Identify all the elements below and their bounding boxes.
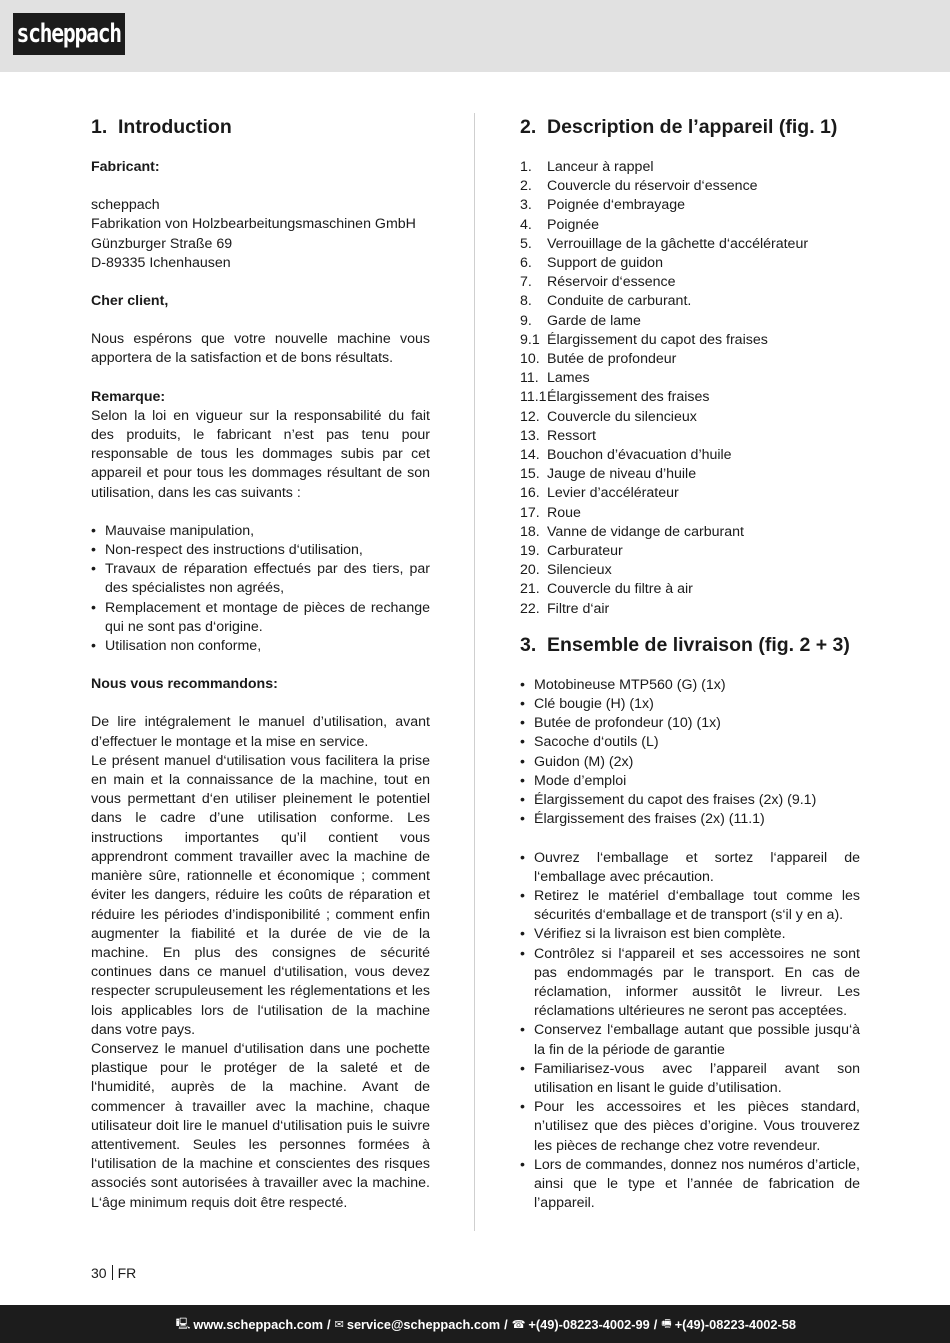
address-line: D-89335 Ichenhausen bbox=[91, 254, 231, 271]
computer-icon: 🖳 bbox=[175, 1317, 191, 1330]
list-item: • Mauvaise manipulation, bbox=[91, 522, 430, 541]
list-item: 6. Support de guidon bbox=[520, 255, 663, 272]
list-item: • Retirez le matériel d‘emballage tout comme les sécurités d‘emballage et de transport (s‘il y en a). bbox=[520, 887, 860, 925]
hope-paragraph: Nous espérons que votre nouvelle machine vous apportera de la satisfaction et de bons résultats. bbox=[91, 331, 430, 367]
address-line: Günzburger Straße 69 bbox=[91, 235, 233, 252]
page-separator bbox=[112, 1265, 113, 1280]
phone-icon: ☎ bbox=[511, 1318, 526, 1331]
recommend-paragraph: Le présent manuel d‘utilisation vous facilitera la prise en main et la connaissance de la machine, tout en vous permettant d‘en utiliser pleinement le potentiel dans le cadre d’une utilisation conforme. Les instructions importantes qu’il contient vous apprendront comment travailler avec la machine de manière sûre, rationnelle et économique ; comment éviter les dangers, réduire les coûts de réparation et réduire les périodes d’indisponibilité ; comment enfin augmenter la fiabilité et la durée de vie de la machine. En plus des consignes de sécurité continues dans ce manuel d‘utilisation, vous devez respecter scrupuleusement les réglementations et les lois applicables lors de l‘utilisation de la machine dans votre pays. bbox=[91, 752, 430, 1038]
list-item: 3. Poignée d‘embrayage bbox=[520, 197, 686, 214]
manufacturer-address bbox=[91, 196, 430, 273]
list-item: 21. Couvercle du filtre à air bbox=[520, 581, 693, 598]
list-item: • Conservez l‘emballage autant que possible jusqu‘à la fin de la période de garantie bbox=[520, 1021, 860, 1059]
list-item: 20. Silencieux bbox=[520, 562, 612, 579]
list-item: • Mode d’emploi bbox=[520, 772, 860, 791]
column-divider bbox=[474, 113, 475, 1231]
list-item: • Utilisation non conforme, bbox=[91, 637, 430, 656]
fabricant-label: Fabricant: bbox=[91, 159, 160, 175]
header-bar bbox=[0, 0, 950, 72]
list-item: 9. Garde de lame bbox=[520, 312, 641, 329]
remark-paragraph: Selon la loi en vigueur sur la responsabilité du fait des produits, le fabricant n’est pas tenu pour responsable de tous les dommages subis par cet appareil et pour tous les dommages résultant de son utilisation, dans les cas suivants : bbox=[91, 407, 430, 501]
list-item: • Sacoche d‘outils (L) bbox=[520, 733, 860, 752]
list-item: • Butée de profondeur (10) (1x) bbox=[520, 714, 860, 733]
delivery-items-list bbox=[520, 676, 860, 830]
list-item: • Lors de commandes, donnez nos numéros d’article, ainsi que le type et l’année de fabrication de l’appareil. bbox=[520, 1156, 860, 1214]
list-item: • Remplacement et montage de pièces de rechange qui ne sont pas d‘origine. bbox=[91, 599, 430, 637]
list-item: 15. Jauge de niveau d’huile bbox=[520, 466, 697, 483]
mail-icon: ✉ bbox=[334, 1318, 344, 1331]
website-link[interactable]: www.scheppach.com bbox=[193, 1316, 324, 1332]
list-item: • Vérifiez si la livraison est bien complète. bbox=[520, 925, 860, 944]
list-item: 1. Lanceur à rappel bbox=[520, 159, 654, 175]
greeting: Cher client, bbox=[91, 293, 169, 310]
list-item: • Motobineuse MTP560 (G) (1x) bbox=[520, 676, 860, 695]
list-item: • Travaux de réparation effectués par des tiers, par des spécialistes non agréés, bbox=[91, 560, 430, 598]
list-item: • Familiarisez-vous avec l’appareil avant son utilisation en lisant le guide d’utilisation. bbox=[520, 1060, 860, 1098]
list-item: • Élargissement du capot des fraises (2x) (9.1) bbox=[520, 791, 860, 810]
list-item: • Pour les accessoires et les pièces standard, n’utilisez que des pièces d’origine. Vous trouverez les pièces de rechange chez votre revendeur. bbox=[520, 1098, 860, 1156]
list-item: • Non-respect des instructions d‘utilisation, bbox=[91, 541, 430, 560]
liability-cases-list bbox=[91, 522, 430, 656]
list-item: 5. Verrouillage de la gâchette d‘accélérateur bbox=[520, 235, 809, 252]
list-item: 16. Levier d’accélérateur bbox=[520, 485, 679, 502]
list-item: 7. Réservoir d‘essence bbox=[520, 274, 676, 291]
list-item: 10. Butée de profondeur bbox=[520, 351, 677, 368]
list-item: • Ouvrez l‘emballage et sortez l‘appareil de l‘emballage avec précaution. bbox=[520, 849, 860, 887]
email-link[interactable]: service@scheppach.com bbox=[346, 1316, 501, 1332]
list-item: 4. Poignée bbox=[520, 216, 600, 233]
list-item: • Clé bougie (H) (1x) bbox=[520, 695, 860, 714]
list-item: 2. Couvercle du réservoir d‘essence bbox=[520, 178, 758, 195]
right-column bbox=[520, 114, 860, 1213]
list-item: • Contrôlez si l‘appareil et ses accessoires ne sont pas endommagés par le transport. En cas de réclamation, informer aussitôt le livreur. Les réclamations ultérieures ne seront pas acceptées. bbox=[520, 945, 860, 1022]
list-item: 18. Vanne de vidange de carburant bbox=[520, 523, 744, 540]
list-item: 19. Carburateur bbox=[520, 543, 623, 560]
page-number: 30 FR bbox=[91, 1265, 137, 1281]
recommend-paragraph: De lire intégralement le manuel d’utilisation, avant d’effectuer le montage et la mise en service. bbox=[91, 714, 430, 750]
list-item: 12. Couvercle du silencieux bbox=[520, 408, 697, 425]
fax-icon: 🖷 bbox=[661, 1317, 672, 1330]
list-item: 13. Ressort bbox=[520, 427, 596, 444]
remark-label: Remarque: bbox=[91, 388, 166, 405]
fax-number: +(49)-08223-4002-58 bbox=[674, 1316, 796, 1332]
list-item: 9.1 Élargissement du capot des fraises bbox=[520, 331, 768, 348]
unpacking-steps-list bbox=[520, 849, 860, 1214]
list-item: 17. Roue bbox=[520, 504, 581, 521]
parts-list bbox=[520, 158, 860, 619]
list-item: • Guidon (M) (2x) bbox=[520, 753, 860, 772]
recommend-label: Nous vous recommandons: bbox=[91, 676, 278, 693]
list-item: 11. Lames bbox=[520, 370, 590, 387]
section-title-description: 2. Description de l’appareil (fig. 1) bbox=[520, 116, 838, 138]
list-item: • Élargissement des fraises (2x) (11.1) bbox=[520, 810, 860, 829]
address-line: Fabrikation von Holzbearbeitungsmaschinen GmbH bbox=[91, 216, 416, 233]
list-item: 8. Conduite de carburant. bbox=[520, 293, 692, 310]
contact-bar: 🖳 www.scheppach.com / ✉ service@scheppach.com / ☎ +(49)-08223-4002-99 / 🖷 +(49)-08223-4002-58 bbox=[0, 1305, 950, 1343]
list-item: 22. Filtre d‘air bbox=[520, 600, 610, 617]
phone-number: +(49)-08223-4002-99 bbox=[528, 1316, 650, 1332]
section-title-introduction: 1. Introduction bbox=[91, 116, 232, 138]
left-column bbox=[91, 114, 430, 1213]
list-item: 14. Bouchon d’évacuation d’huile bbox=[520, 447, 732, 464]
address-line: scheppach bbox=[91, 197, 160, 214]
section-title-delivery: 3. Ensemble de livraison (fig. 2 + 3) bbox=[520, 633, 850, 656]
list-item: 11.1 Élargissement des fraises bbox=[520, 389, 710, 406]
recommend-paragraph: Conservez le manuel d‘utilisation dans une pochette plastique pour le protéger de la saleté et de l‘humidité, auprès de la machine. Avant de commencer à travailler avec la machine, chaque utilisateur doit lire le manuel d‘utilisation puis le suivre attentivement. Seules les personnes formées à l‘utilisation de la machine et conscientes des risques associés sont autorisées à travailler avec la machine. L‘âge minimum requis doit être respecté. bbox=[91, 1040, 430, 1211]
scheppach-logo: scheppach bbox=[13, 13, 125, 55]
